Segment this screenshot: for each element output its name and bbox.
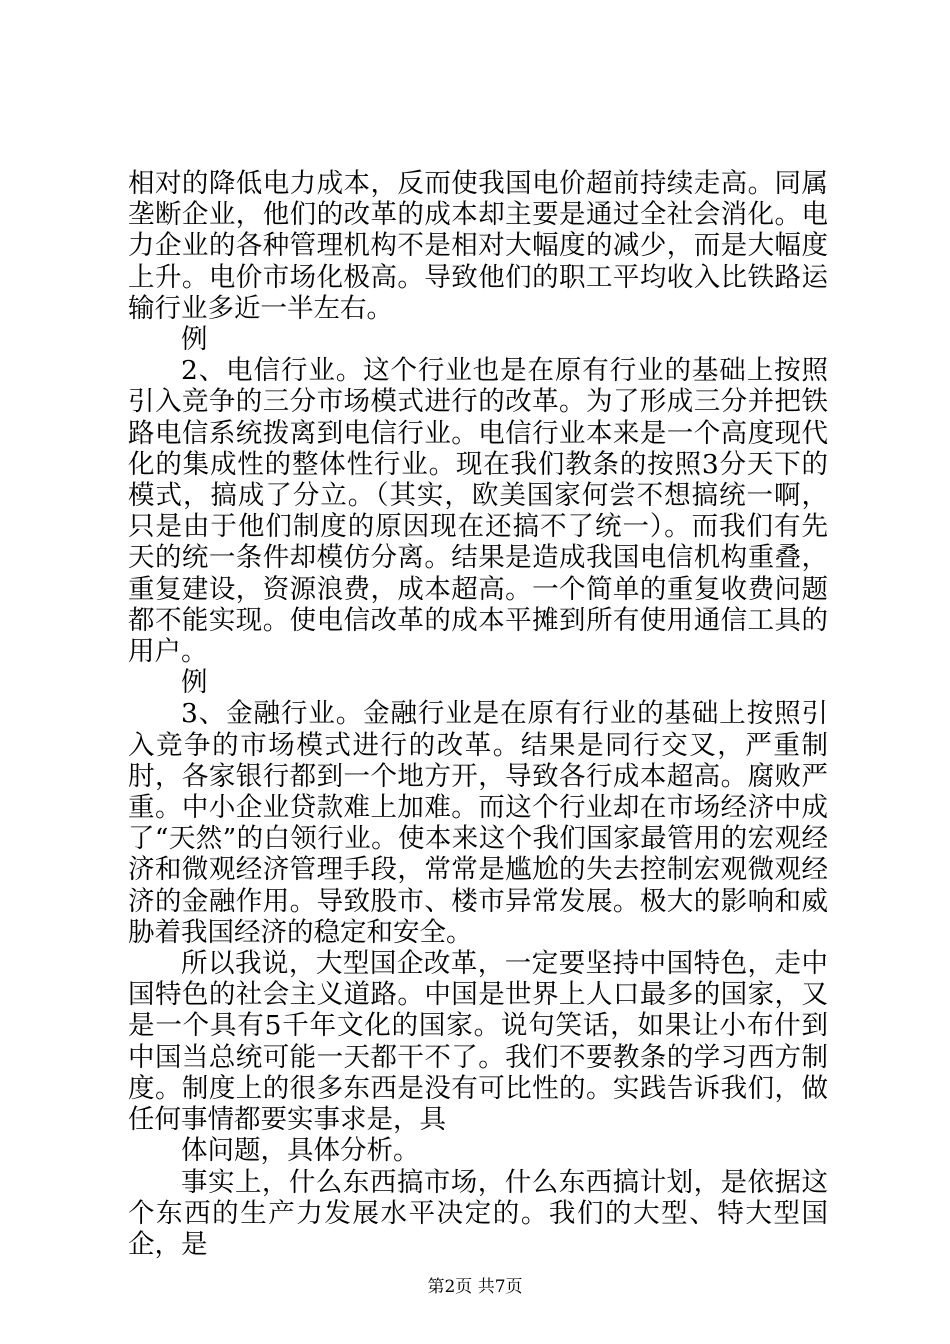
- paragraph-telecom: 2、电信行业。这个行业也是在原有行业的基础上按照引入竞争的三分市场模式进行的改革。为了形成三分并把铁路电信系统拨离到电信行业。电信行业本来是一个高度现代化的集成性的整体性行业。现在我们教条的按照3分天下的模式，搞成了分立。（其实，欧美国家何尝不想搞统一啊，只是由于他们制度的原因现在还搞不了统一）。而我们有先天的统一条件却模仿分离。结果是造成我国电信机构重叠，重复建设，资源浪费，成本超高。一个简单的重复收费问题都不能实现。使电信改革的成本平摊到所有使用通信工具的用户。: [128, 355, 828, 668]
- paragraph-electricity-continued: 相对的降低电力成本，反而使我国电价超前持续走高。同属垄断企业，他们的改革的成本却主要是通过全社会消化。电力企业的各种管理机构不是相对大幅度的减少，而是大幅度上升。电价市场化极高。导致他们的职工平均收入比铁路运输行业多近一半左右。: [128, 168, 828, 324]
- document-body: [128, 168, 828, 1260]
- paragraph-conclusion-tail: 体问题，具体分析。: [181, 1135, 420, 1167]
- paragraph-conclusion: 所以我说，大型国企改革，一定要坚持中国特色，走中国特色的社会主义道路。中国是世界上人口最多的国家，又是一个具有5千年文化的国家。说句笑话，如果让小布什到中国当总统可能一天都干不了。我们不要教条的学习西方制度。制度上的很多东西是没有可比性的。实践告诉我们，做任何事情都要实事求是，具: [128, 948, 828, 1136]
- page-footer: 第2页 共7页: [427, 1277, 523, 1297]
- paragraph-example-label: 例: [181, 667, 208, 699]
- paragraph-market-vs-plan: 事实上，什么东西搞市场，什么东西搞计划，是依据这个东西的生产力发展水平决定的。我们的大型、特大型国企，是: [128, 1166, 828, 1260]
- paragraph-finance: 3、金融行业。金融行业是在原有行业的基础上按照引入竞争的市场模式进行的改革。结果是同行交叉，严重制肘，各家银行都到一个地方开，导致各行成本超高。腐败严重。中小企业贷款难上加难。而这个行业却在市场经济中成了“天然”的白领行业。使本来这个我们国家最管用的宏观经济和微观经济管理手段，常常是尴尬的失去控制宏观微观经济的金融作用。导致股市、楼市异常发展。极大的影响和威胁着我国经济的稳定和安全。: [128, 698, 828, 948]
- paragraph-example-label: 例: [181, 324, 208, 356]
